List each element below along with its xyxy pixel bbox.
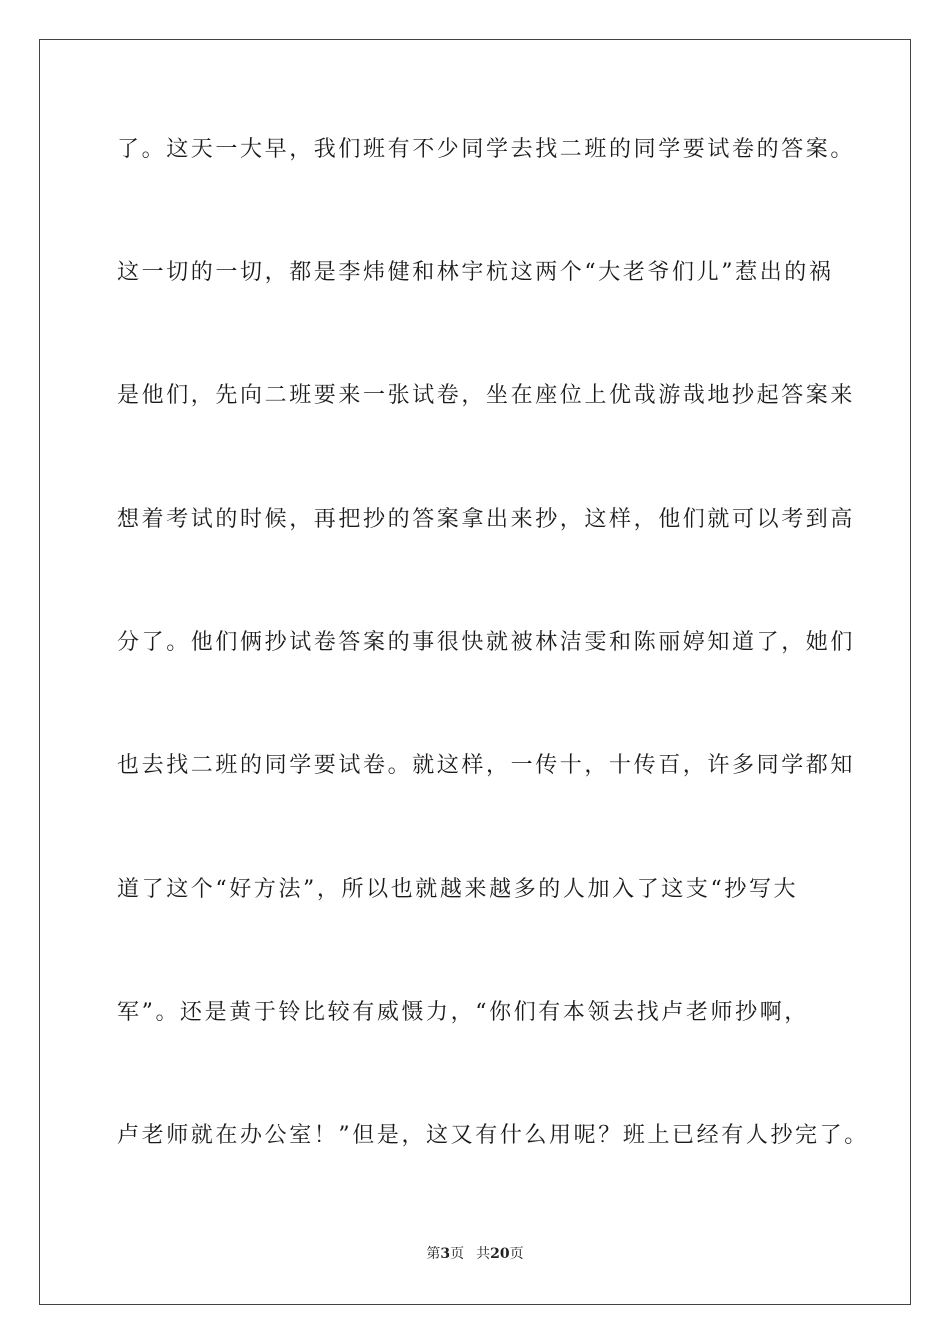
body-text-line: 军”。还是黄于铃比较有威慑力，“你们有本领去找卢老师抄啊， [117, 1000, 809, 1025]
body-text-line: 这一切的一切，都是李炜健和林宇杭这两个“大老爷们儿”惹出的祸 [117, 260, 834, 285]
page-suffix: 页 [450, 1246, 465, 1262]
body-text-line: 分了。他们俩抄试卷答案的事很快就被林洁雯和陈丽婷知道了，她们 [117, 630, 856, 655]
body-text-line: 也去找二班的同学要试卷。就这样，一传十，十传百，许多同学都知 [117, 753, 856, 778]
body-text-line: 卢老师就在办公室！”但是，这又有什么用呢？班上已经有人抄完了。 [117, 1123, 869, 1148]
body-text-line: 是他们，先向二班要来一张试卷，坐在座位上优哉游哉地抄起答案来 [117, 383, 856, 408]
total-prefix: 共 [476, 1246, 491, 1262]
page-footer [0, 1244, 950, 1264]
total-pages: 20 [490, 1246, 510, 1262]
body-text-line: 道了这个“好方法”，所以也就越来越多的人加入了这支“抄写大 [117, 877, 799, 902]
body-text-line: 想着考试的时候，再把抄的答案拿出来抄，这样，他们就可以考到高 [117, 507, 856, 532]
page-border [39, 39, 911, 1305]
total-suffix: 页 [509, 1246, 524, 1262]
page-prefix: 第 [426, 1246, 441, 1262]
page-number: 3 [440, 1246, 451, 1262]
body-text-line: 了。这天一大早，我们班有不少同学去找二班的同学要试卷的答案。 [117, 137, 856, 162]
